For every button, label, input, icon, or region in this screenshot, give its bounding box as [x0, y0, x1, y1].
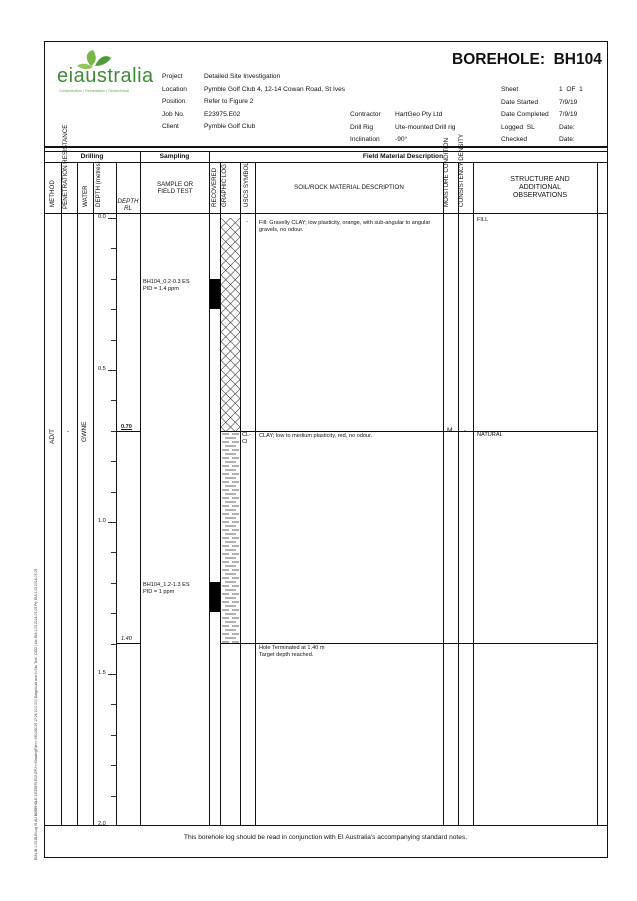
log-water: GWNE [81, 421, 88, 442]
group-sampling: Sampling [159, 153, 190, 160]
col-sample: SAMPLE OR FIELD TEST [156, 181, 194, 195]
drillrig-value: Ute-mounted Drill rig [395, 123, 456, 131]
desc-1: Fill: Gravelly CLAY; low plasticity, orange, with sub-angular to angular gravels, no odour. [259, 220, 431, 233]
depth-tick-10: 1.0 [98, 518, 106, 524]
col-recovered: RECOVERED [211, 167, 218, 207]
recovered-block-2 [210, 582, 220, 612]
log-method: AD/T [49, 428, 56, 444]
borehole-title: BOREHOLE: BH104 [452, 51, 602, 68]
date-started-label: Date Started [501, 98, 539, 106]
client-value: Pymble Golf Club [204, 123, 256, 130]
moisture-value: M [447, 427, 453, 434]
col-uscs: USCS SYMBOL [243, 162, 250, 207]
sheet-label: Sheet [501, 86, 519, 93]
project-label: Project [162, 73, 183, 80]
graphic-log-clay [221, 432, 240, 643]
col-depth-label: DEPTH [117, 198, 139, 205]
contractor-value: HartGeo Pty Ltd [395, 111, 443, 118]
date-completed-value: 7/9/19 [559, 111, 578, 118]
structure-2: NATURAL [477, 432, 503, 438]
checked-label: Checked [501, 136, 528, 143]
sample-2 [143, 582, 190, 596]
sample-1-id: BH104_0.2-0.3 ES [143, 279, 190, 285]
position-value: Refer to Figure 2 [204, 98, 254, 105]
sheet-value: 1 OF 1 [559, 86, 583, 93]
logged-date-label: Date: [559, 123, 575, 131]
location-label: Location [162, 85, 187, 93]
col-structure: STRUCTURE AND ADDITIONAL OBSERVATIONS [510, 176, 570, 199]
graphic-log-fill [221, 218, 240, 431]
depth-tick-0: 0.0 [98, 214, 106, 220]
col-water: WATER [82, 185, 89, 207]
side-text: EIA LIB 1.03.GLB Log IS AU BOREHOLE 3 E23975.E02.GPJ <<DrawingFile>> 09/10/2019 17:26 10.0.000 Datgel Lab and In Situ Tool - DGD | Lib: EIA 1.03 2014-07-05 Prj: EIA 1.03 2014-07-05 [34, 568, 38, 860]
client-label: Client [162, 123, 179, 130]
layer-depth-2: 1.40 [121, 636, 132, 642]
col-description: SOIL/ROCK MATERIAL DESCRIPTION [294, 184, 404, 191]
uscs-2: CL-CI [242, 432, 252, 445]
footer-note: This borehole log should be read in conjunction with EI Australia's accompanying standard notes. [183, 834, 468, 841]
depth-tick-15: 1.5 [98, 670, 106, 676]
log-frame [44, 41, 608, 858]
drillrig-label: Drill Rig [350, 123, 374, 131]
col-consistency: CONSISTENCY DENSITY [458, 133, 465, 207]
uscs-1: - [246, 219, 248, 225]
col-rl-label: RL [124, 205, 132, 212]
logo-tagline: Contamination | Remediation | Geotechnical [59, 89, 130, 93]
group-drilling: Drilling [80, 153, 104, 160]
desc-end-2: Target depth reached. [259, 652, 314, 658]
sample-1-pid: PID = 1.4 ppm [143, 286, 179, 292]
col-moisture: MOISTURE CONDITION [443, 137, 450, 207]
logged-label: Logged [501, 123, 524, 131]
layer-depth-1: 0.70 [121, 424, 132, 430]
col-penetration: PENETRATION RESISTANCE [62, 124, 69, 209]
project-value: Detailed Site Investigation [204, 73, 281, 80]
log-penetration: - [67, 428, 70, 435]
consistency-value: - [464, 427, 467, 434]
sample-2-pid: PID = 1 ppm [143, 589, 175, 595]
jobno-value: E23975.E02 [204, 110, 241, 118]
logo-name: eiaustralia [57, 65, 154, 87]
position-label: Position [162, 98, 186, 105]
group-field: Field Material Description [362, 153, 444, 160]
structure-1: FILL [477, 217, 489, 223]
sample-2-id: BH104_1.2-1.3 ES [143, 582, 190, 588]
col-graphic: GRAPHIC LOG [221, 164, 228, 207]
depth-tick-05: 0.5 [98, 366, 106, 372]
desc-2: CLAY; low to medium plasticity, red, no odour. [259, 433, 373, 439]
col-method: METHOD [49, 180, 56, 207]
date-started-value: 7/9/19 [559, 98, 578, 106]
checked-date-label: Date: [559, 136, 575, 143]
depth-tick-20: 2.0 [98, 821, 106, 827]
desc-end-1: Hole Terminated at 1.40 m [259, 645, 325, 651]
location-value: Pymble Golf Club 4, 12-14 Cowan Road, St Ives [204, 85, 346, 93]
desc-end [259, 645, 437, 659]
sample-1 [143, 279, 190, 293]
date-completed-label: Date Completed [501, 111, 549, 118]
col-depth-m: DEPTH (metres) [95, 161, 102, 207]
contractor-label: Contractor [350, 111, 381, 118]
inclination-label: Inclination [350, 136, 380, 143]
recovered-block-1 [210, 279, 220, 309]
col-depth-rl [116, 198, 140, 212]
company-logo [55, 46, 154, 98]
jobno-label: Job No. [162, 110, 185, 118]
logged-value: SL [526, 123, 535, 131]
inclination-value: -90° [395, 136, 408, 143]
